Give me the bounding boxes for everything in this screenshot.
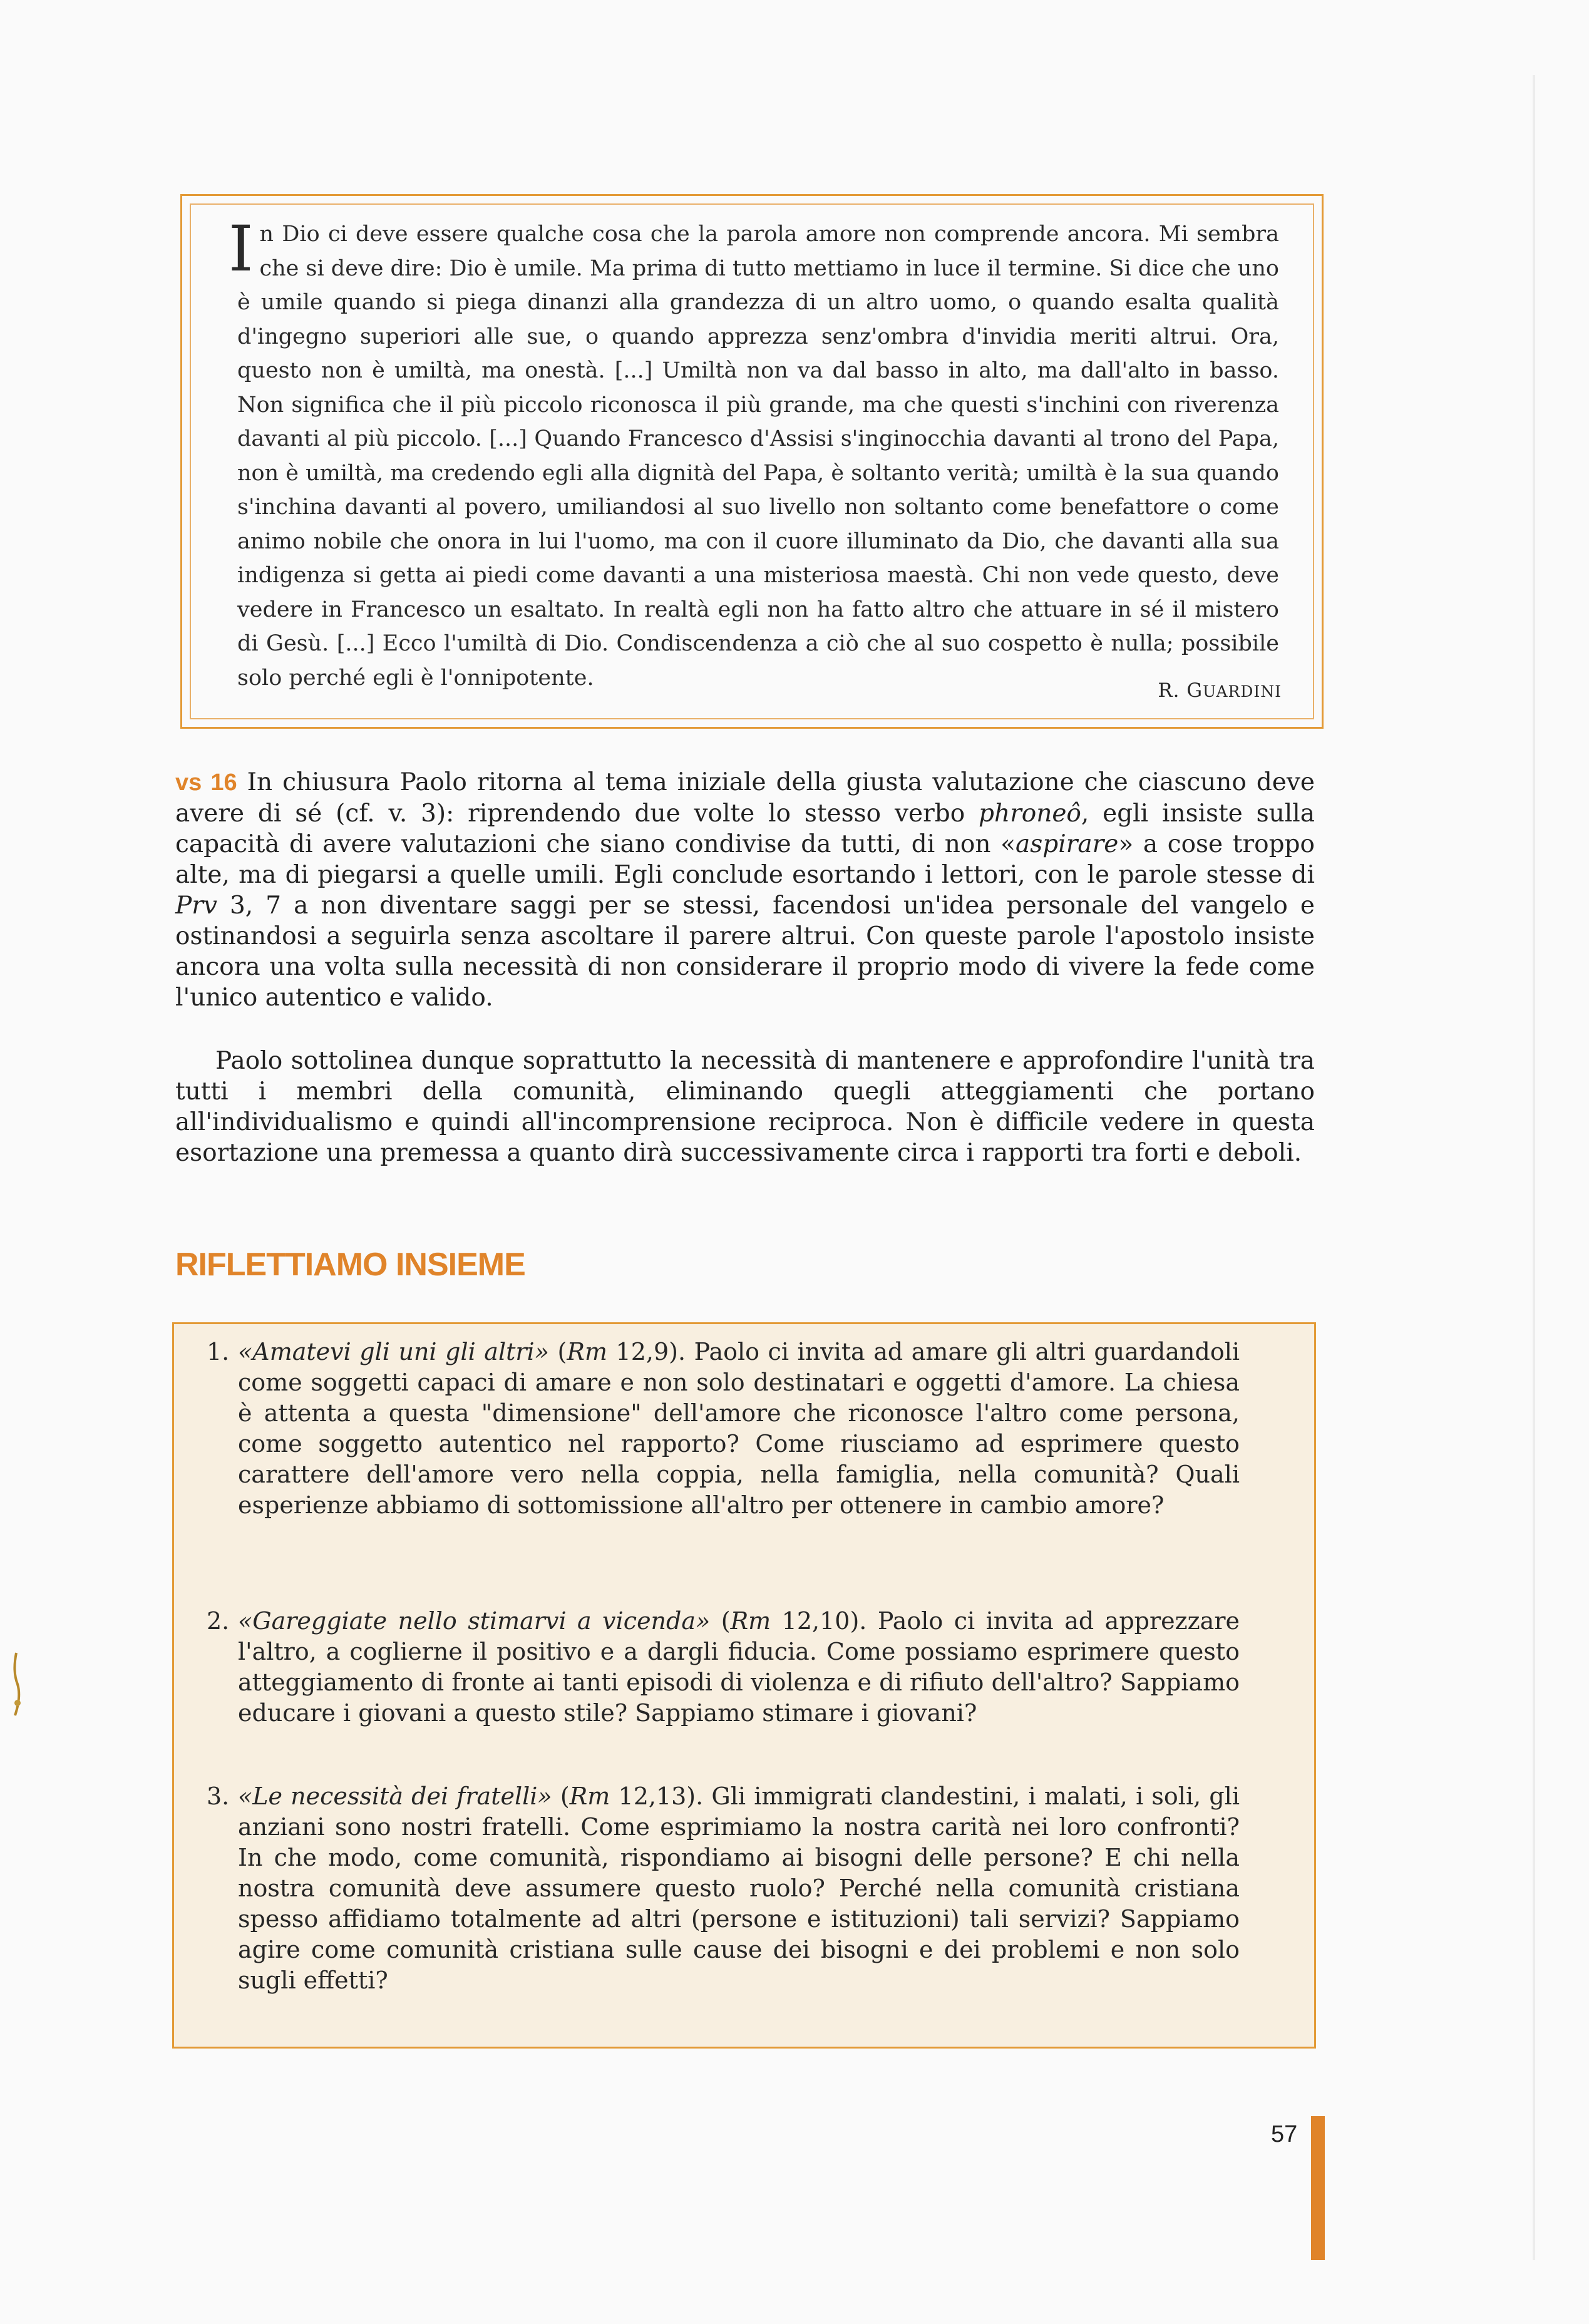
author-rest: UARDINI (1203, 682, 1282, 701)
question-ref: 12,10). (771, 1607, 867, 1635)
question-item: 1. «Amatevi gli uni gli altri» (Rm 12,9). Paolo ci invita ad amare gli altri guardandoli come soggetti capaci di amare e non solo destinatari e oggetti d'amore. La chiesa è attenta a questa "dimensione" dell'amore che riconosce l'altro come persona, come soggetto autentico nel rapporto? Come riusciamo ad esprimere questo carattere dell'amore vero nella coppia, nella famiglia, nella comunità? Quali esperienze abbiamo di sottomissione all'altro per ottenere in cambio amore? (207, 1338, 1240, 1519)
question-text: Gli immigrati clandestini, i malati, i soli, gli anziani sono nostri fratelli. Come esprimiamo la nostra carità nei loro confronti? In che modo, come comunità, rispondiamo ai bisogni delle persone? E chi nella nostra comunità deve assumere questo ruolo? Perché nella comunità cristiana spesso affidiamo totalmente ad altri (persone e istituzioni) tali servizi? Sappiamo agire come comunità cristiana sulle cause dei bisogni e dei problemi e non solo sugli effetti? (238, 1782, 1240, 1994)
quote-author (1158, 679, 1282, 702)
question-number: 1. (207, 1338, 230, 1365)
quote-text (229, 212, 1279, 695)
question-item: 2. «Gareggiate nello stimarvi a vicenda» (Rm 12,10). Paolo ci invita ad apprezzare l'altro, a coglierne il positivo e a dargli fiducia. Come possiamo esprimere questo atteggiamento di fronte ai tanti episodi di violenza e di rifiuto dell'altro? Sappiamo educare i giovani a questo stile? Sappiamo stimare i giovani? (207, 1607, 1240, 1727)
question-quote: «Amatevi gli uni gli altri» (238, 1338, 549, 1365)
question-number: 2. (207, 1607, 230, 1635)
verse-label: vs 16 (175, 769, 237, 796)
p1-part-a: In chiusura Paolo ritorna al tema iniziale della giusta valutazione che ciascuno deve avere di sé (cf. v. 3): riprendendo due volte lo stesso verbo (175, 768, 1315, 828)
question-ref: 12,9). (607, 1338, 686, 1365)
page-number: 57 (1271, 2121, 1298, 2147)
binding-mark (4, 1647, 29, 1728)
question-text: Paolo ci invita ad amare gli altri guardandoli come soggetti capaci di amare e non solo destinatari e oggetti d'amore. La chiesa è attenta a questa "dimensione" dell'amore che riconosce l'altro come persona, come soggetto autentico nel rapporto? Come riusciamo ad esprimere questo carattere dell'amore vero nella coppia, nella famiglia, nella comunità? Quali esperienze abbiamo di sottomissione all'altro per ottenere in cambio amore? (238, 1338, 1240, 1519)
question-ref-book: Rm (569, 1782, 610, 1810)
commentary-paragraph-1 (175, 767, 1315, 1013)
question-text: Paolo ci invita ad apprezzare l'altro, a coglierne il positivo e a dargli fiducia. Come possiamo esprimere questo atteggiamento di fronte ai tanti episodi di violenza e di rifiuto dell'altro? Sappiamo educare i giovani a questo stile? Sappiamo stimare i giovani? (238, 1607, 1240, 1727)
question-box (172, 1322, 1316, 2049)
commentary-paragraph-2: Paolo sottolinea dunque soprattutto la necessità di mantenere e approfondire l'unità tra tutti i membri della comunità, eliminando quegli atteggiamenti che portano all'individualismo e quindi all'incomprensione reciproca. Non è difficile vedere in questa esortazione una premessa a quanto dirà successivamente circa i rapporti tra forti e deboli. (175, 1047, 1315, 1167)
quote-box (180, 194, 1324, 729)
question-ref-book: Rm (730, 1607, 771, 1635)
quote-body: n Dio ci deve essere qualche cosa che la parola amore non comprende ancora. Mi sembra che si deve dire: Dio è umile. Ma prima di tutto mettiamo in luce il termine. Si dice che uno è umile quando si piega dinanzi alla grandezza di un altro uomo, o quando esalta qualità d'ingegno superiori alle sue, o quando apprezza senz'ombra d'invidia meriti altrui. Ora, questo non è umiltà, ma onestà. [...] Umiltà non va dal basso in alto, ma dall'alto in basso. Non significa che il più piccolo riconosca il più grande, ma che questi s'inchini con riverenza davanti al più piccolo. [...] Quando Francesco d'Assisi s'inginocchia davanti al trono del Papa, non è umiltà, ma credendo egli alla dignità del Papa, è soltanto verità; umiltà è la sua quando s'inchina davanti al povero, umiliandosi al suo livello non soltanto come benefattore o come animo nobile che onora in lui l'uomo, ma con il cuore illuminato da Dio, che davanti alla sua indigenza si getta ai piedi come davanti a una misteriosa maestà. Chi non vede questo, deve vedere in Francesco un esaltato. In realtà egli non ha fatto altro che attuare in sé il mistero di Gesù. [...] Ecco l'umiltà di Dio. Condiscendenza a ciò che al suo cospetto è nulla; possibile solo perché egli è l'onnipotente. (237, 222, 1279, 691)
prv-ref: Prv (175, 892, 217, 920)
question-ref: 12,13). (610, 1782, 704, 1810)
question-quote: «Gareggiate nello stimarvi a vicenda» (238, 1607, 711, 1635)
question-number: 3. (207, 1782, 230, 1810)
question-ref-book: Rm (567, 1338, 607, 1365)
p1-part-c: » a cose troppo alte, ma di piegarsi a quelle umili. Egli conclude esortando i lettori, con le parole stesse di (175, 830, 1315, 889)
question-quote: «Le necessità dei fratelli» (238, 1782, 552, 1810)
quote-inner (190, 203, 1314, 719)
author-initial: R. G (1158, 679, 1203, 702)
phroneo-term: phroneô (979, 800, 1081, 828)
p1-part-b: , egli insiste sulla capacità di avere valutazioni che siano condivise da tutti, di non « (175, 800, 1315, 858)
page-accent-bar (1311, 2116, 1325, 2260)
question-item: 3. «Le necessità dei fratelli» (Rm 12,13). Gli immigrati clandestini, i malati, i soli, gli anziani sono nostri fratelli. Come esprimiamo la nostra carità nei loro confronti? In che modo, come comunità, rispondiamo ai bisogni delle persone? E chi nella nostra comunità deve assumere questo ruolo? Perché nella comunità cristiana spesso affidiamo totalmente ad altri (persone e istituzioni) tali servizi? Sappiamo agire come comunità cristiana sulle cause dei bisogni e dei problemi e non solo sugli effetti? (207, 1782, 1240, 1994)
page-edge (1533, 75, 1535, 2260)
drop-cap: I (229, 212, 254, 285)
section-title: RIFLETTIAMO INSIEME (175, 1247, 525, 1283)
p1-part-d: 3, 7 a non diventare saggi per se stessi, facendosi un'idea personale del vangelo e ostinandosi a seguirla senza ascoltare il parere altrui. Con queste parole l'apostolo insiste ancora una volta sulla necessità di non considerare il proprio modo di vivere la fede come l'unico autentico e valido. (175, 892, 1315, 1012)
aspirare-term: aspirare (1016, 830, 1119, 858)
